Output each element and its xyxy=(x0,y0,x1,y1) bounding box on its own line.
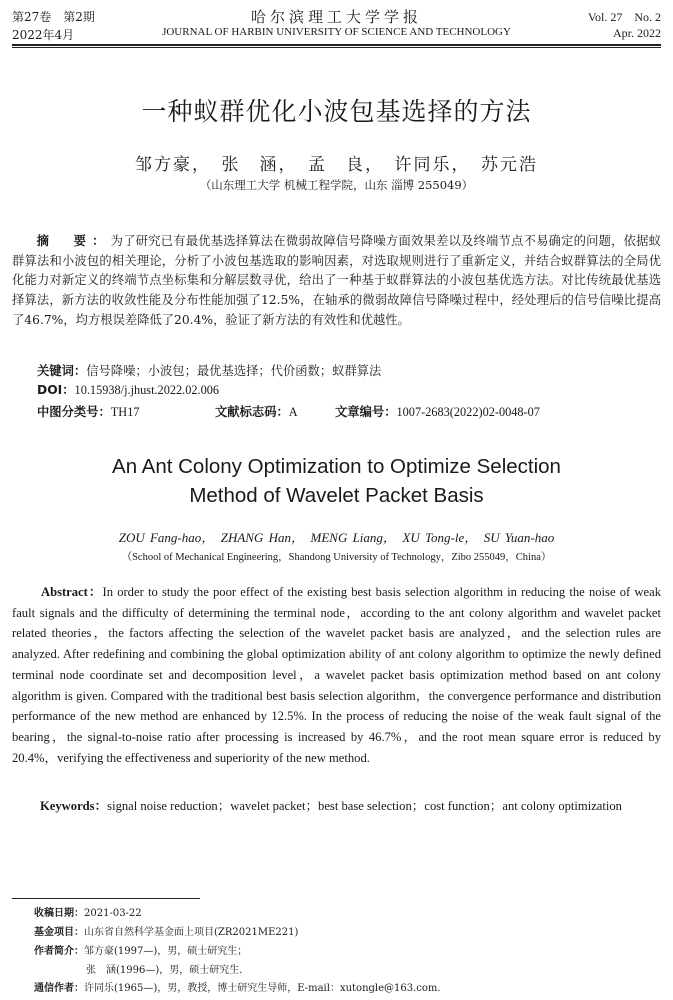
classification-line xyxy=(37,402,657,420)
corr-value: 许同乐(1965—)，男，教授，博士研究生导师，E-mail：xutongle@163.com. xyxy=(84,983,441,994)
abstract-cn-text: 为了研究已有最优基选择算法在微弱故障信号降噪方面效果差以及终端节点不易确定的问题，依据蚁群算法和小波包的相关理论，分析了小波包基选取的影响因素，对选取规则进行了重新定义，并结合蚁群算法的全局优化能力对新定义的终端节点坐标集和分解层数寻优，给出了一种基于蚁群算法的小波包基优选方法。对比传统最优基选择算法，新方法的收敛性能及分布性能加强了12.5%，在轴承的微弱故障信号降噪过程中，经处理后的信号信噪比提高了46.7%，均方根误差降低了20.4%，验证了新方法的有效性和优越性。 xyxy=(12,234,661,327)
footnote-rule xyxy=(12,898,200,899)
fund-value: 山东省自然科学基金面上项目(ZR2021ME221) xyxy=(84,927,299,938)
abstract-en-label: Abstract： xyxy=(40,585,103,599)
keywords-cn xyxy=(37,361,381,379)
doi-line xyxy=(37,380,219,398)
paper-title-en xyxy=(0,452,673,510)
keywords-en-label: Keywords： xyxy=(40,799,108,813)
keywords-en xyxy=(40,795,622,814)
doc-code-value: A xyxy=(288,405,298,419)
corr-label: 通信作者： xyxy=(34,983,84,994)
footnote-bio-2 xyxy=(86,962,249,981)
doc-code-label: 文献标志码： xyxy=(215,405,289,419)
affiliation-en: （School of Mechanical Engineering，Shandong University of Technology，Zibo 255049，China） xyxy=(121,552,552,563)
article-no-value: 1007-2683(2022)02-0048-07 xyxy=(396,405,540,419)
volume-issue-cn: 第27卷 第2期 xyxy=(12,10,95,24)
doi-value[interactable]: 10.15938/j.jhust.2022.02.006 xyxy=(74,383,220,397)
keywords-cn-text: 信号降噪；小波包；最优基选择；代价函数；蚁群算法 xyxy=(86,364,382,378)
received-label: 收稿日期： xyxy=(34,908,84,919)
authors-cn: 邹方豪， 张 涵， 孟 良， 许同乐， 苏元浩 xyxy=(135,155,538,175)
bio-value-2: 张 涵(1996—)，男，硕士研究生． xyxy=(86,965,250,976)
date-en: Apr. 2022 xyxy=(613,26,661,40)
volume-issue-en: Vol. 27 No. 2 xyxy=(587,10,661,24)
abstract-cn xyxy=(12,232,661,331)
affiliation-cn: （山东理工大学 机械工程学院，山东 淄博 255049） xyxy=(199,178,474,192)
paper-title-en-line1: An Ant Colony Optimization to Optimize Selection xyxy=(112,455,561,478)
bio-label: 作者简介： xyxy=(34,946,84,957)
journal-name-cn: 哈尔滨理工大学学报 xyxy=(250,8,422,26)
doi-label: DOI： xyxy=(37,383,75,397)
keywords-en-text: signal noise reduction；wavelet packet；best base selection；cost function；ant colony optimization xyxy=(107,799,622,813)
clc-value: TH17 xyxy=(110,405,140,419)
article-no-label: 文章编号： xyxy=(335,405,397,419)
fund-label: 基金项目： xyxy=(34,927,84,938)
received-value: 2021-03-22 xyxy=(84,908,142,919)
keywords-cn-label: 关键词： xyxy=(37,364,87,378)
footnote-corresponding xyxy=(34,980,441,999)
date-cn: 2022年4月 xyxy=(12,28,75,42)
footnote-fund xyxy=(34,924,298,943)
abstract-en-text: In order to study the poor effect of the existing best basis selection algorithm in reducing the noise of weak fault signals and the difficulty of determining the terminal node，according to the ant colony algorithm and wavelet packet related theories，the factors affecting the selection of the wavelet packet basis are analyzed，and the selection rules are analyzed. After redefining and combining the global optimization ability of ant colony algorithm to optimize the newly defined terminal node coordinate set and decomposition level，a wavelet packet basis optimization method based on ant colony algorithm is given. Compared with the traditional best basis selection algorithm，the convergence performance and distribution performance of the new method are enhanced by 12.5%. In the process of reducing the noise of the weak fault signal of the bearing，the signal-to-noise ratio after processing is increased by 46.7%，and the root mean square error is reduced by 20.4%，verifying the effectiveness and superiority of the new method. xyxy=(12,585,661,765)
footnote-bio xyxy=(34,943,247,962)
header-rule-thin xyxy=(12,47,661,48)
paper-title-cn: 一种蚁群优化小波包基选择的方法 xyxy=(141,97,532,126)
footnote-received xyxy=(34,905,142,924)
journal-name-en: JOURNAL OF HARBIN UNIVERSITY OF SCIENCE AND TECHNOLOGY xyxy=(162,26,511,38)
paper-title-en-line2: Method of Wavelet Packet Basis xyxy=(189,484,484,507)
abstract-cn-label: 摘 要： xyxy=(36,234,111,248)
header-rule xyxy=(12,44,661,46)
bio-value-1: 邹方豪(1997—)，男，硕士研究生； xyxy=(84,946,248,957)
abstract-en xyxy=(12,582,661,768)
authors-en: ZOU Fang-hao， ZHANG Han， MENG Liang， XU Tong-le， SU Yuan-hao xyxy=(118,530,555,545)
clc-label: 中图分类号： xyxy=(37,405,111,419)
